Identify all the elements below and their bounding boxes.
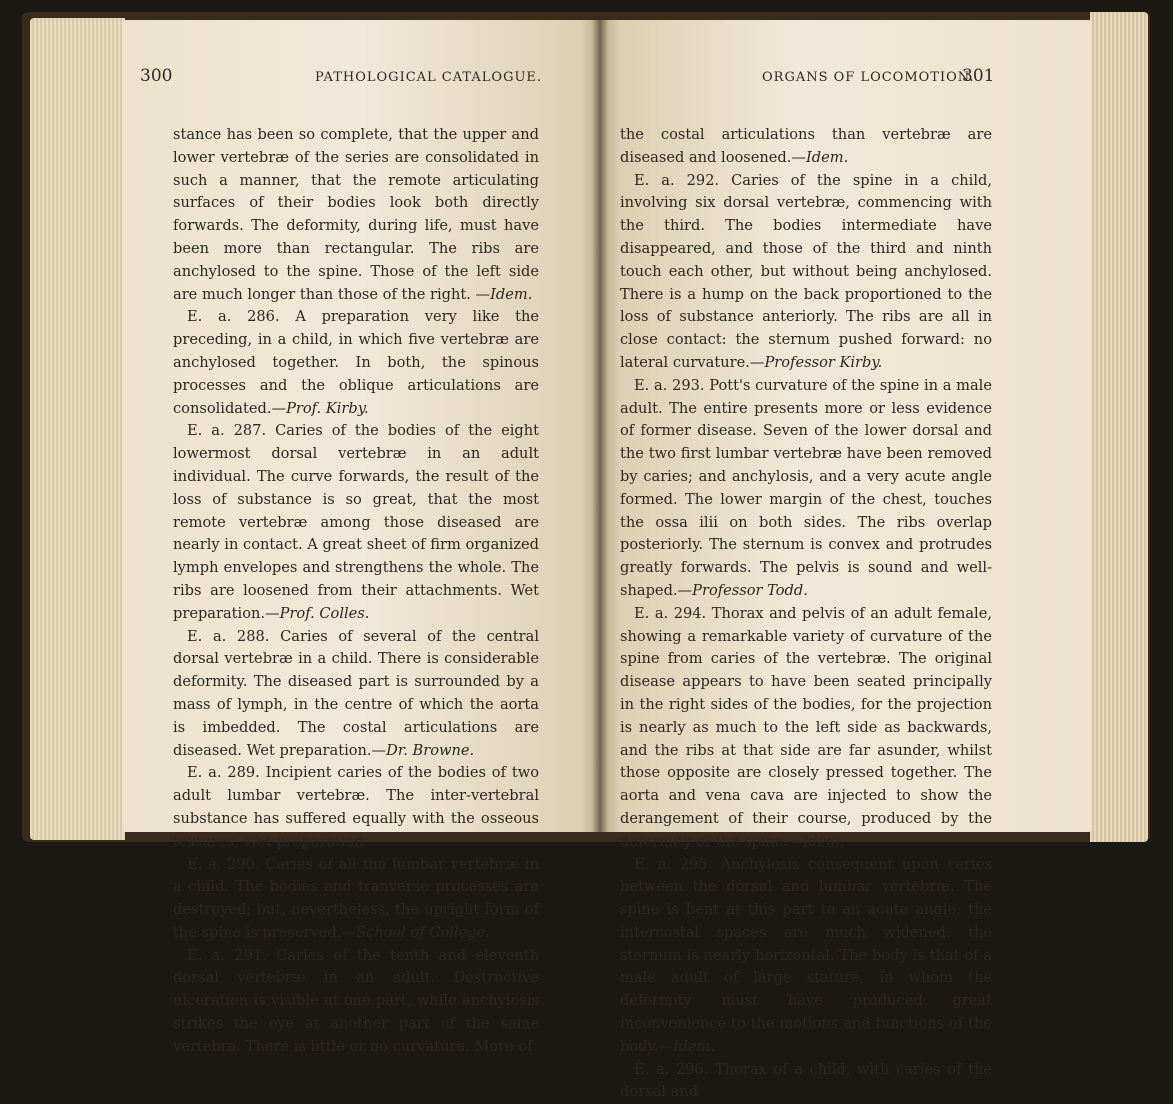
left-page [122,20,600,1055]
paragraph: E. a. 286. A preparation very like the preceding, in a child, in which five vertebræ are anchylosed together. In both, the spinous processes and the oblique articulations are consolidated.—Prof. Kirby. [173,308,539,417]
running-head: PATHOLOGICAL CATALOGUE. [315,70,543,85]
book-gutter [592,20,608,832]
paragraph: E. a. 288. Caries of several of the central dorsal vertebræ in a child. There is considerable deformity. The diseased part is surrounded by a mass of lymph, in the centre of which the aorta is imbedded. The costal articulations are diseased. Wet preparation.—Dr. Browne. [173,627,539,759]
paragraph: E. a. 296. Thorax of a child, with caries of the dorsal and [620,1060,992,1101]
paragraph: E. a. 294. Thorax and pelvis of an adult female, showing a remarkable variety of curvature of the spine from caries of the vertebræ. The original disease appears to have been seated principally in the right sides of the bodies, for the projection is nearly as much to the left side as backwards, and the ribs at that side are far asunder, whilst those opposite are closely pressed together. The aorta and vena cava are injected to show the derangement of their course, produced by the deformity of the spine.—Idem. [620,604,992,850]
left-body-text [173,124,539,1059]
paragraph: E. a. 290. Caries of all the lumbar vertebræ in a child. The bodies and tranverse processes are destroyed; but, nevertheless, the upright form of the spine is preserved.—School of College. [173,855,539,941]
right-page [600,20,1092,1101]
page-number: 301 [962,66,995,86]
paragraph: E. a. 293. Pott's curvature of the spine in a male adult. The entire presents more or less evidence of former disease. Seven of the lower dorsal and the two first lumbar vertebræ have been removed by caries; and anchylosis, and a very acute angle formed. The lower margin of the chest, touches the ossa ilii on both sides. The ribs overlap posteriorly. The sternum is convex and protrudes greatly forwards. The pelvis is sound and well-shaped.—Professor Todd. [620,376,992,599]
running-head: ORGANS OF LOCOMOTION. [762,70,975,85]
paragraph: the costal articulations than vertebræ are diseased and loosened.—Idem. [620,126,992,166]
paragraph: E. a. 289. Incipient caries of the bodies of two adult lumbar vertebræ. The inter-vertebral substance has suffered equally with the osseous textures. Wet preparation. [173,764,539,850]
paragraph: E. a. 295. Anchylosis consequent upon caries between the dorsal and lumbar vertebræ. The spine is bent at this part to an acute angle: the intercostal spaces are much widened: the sternum is nearly horizontal. The body is that of a male adult of large stature, in whom the deformity must have produced great inconvenience to the motions and functions of the body.—Idem. [620,855,992,1055]
right-body-text [620,124,992,1104]
page-edges-right [1090,12,1148,842]
paragraph: E. a. 292. Caries of the spine in a child, involving six dorsal vertebræ, commencing with the third. The bodies intermediate have disappeared, and those of the third and ninth touch each other, but without being anchylosed. There is a hump on the back proportioned to the loss of substance anteriorly. The ribs are all in close contact: the sternum pushed forward: no lateral curvature.—Professor Kirby. [620,171,992,371]
page-number: 300 [140,66,173,86]
page-edges-left [30,18,125,840]
paragraph: stance has been so complete, that the upper and lower vertebræ of the series are consolidated in such a manner, that the remote articulating surfaces of their bodies look both directly forwards. The deformity, during life, must have been more than rectangular. The ribs are anchylosed to the spine. Those of the left side are much longer than those of the right. —Idem. [173,126,539,303]
paragraph: E. a. 291. Caries of the tenth and eleventh dorsal vertebræ in an adult. Destructive ulceration is visible at one part, while anchylosis strikes the eye at another part of the same vertebra. There is little or no curvature. More of [173,946,539,1055]
paragraph: E. a. 287. Caries of the bodies of the eight lowermost dorsal vertebræ in an adult individual. The curve forwards, the result of the loss of substance is so great, that the most remote vertebræ among those diseased are nearly in contact. A great sheet of firm organized lymph envelopes and strengthens the whole. The ribs are loosened from their attachments. Wet preparation.—Prof. Colles. [173,422,539,622]
